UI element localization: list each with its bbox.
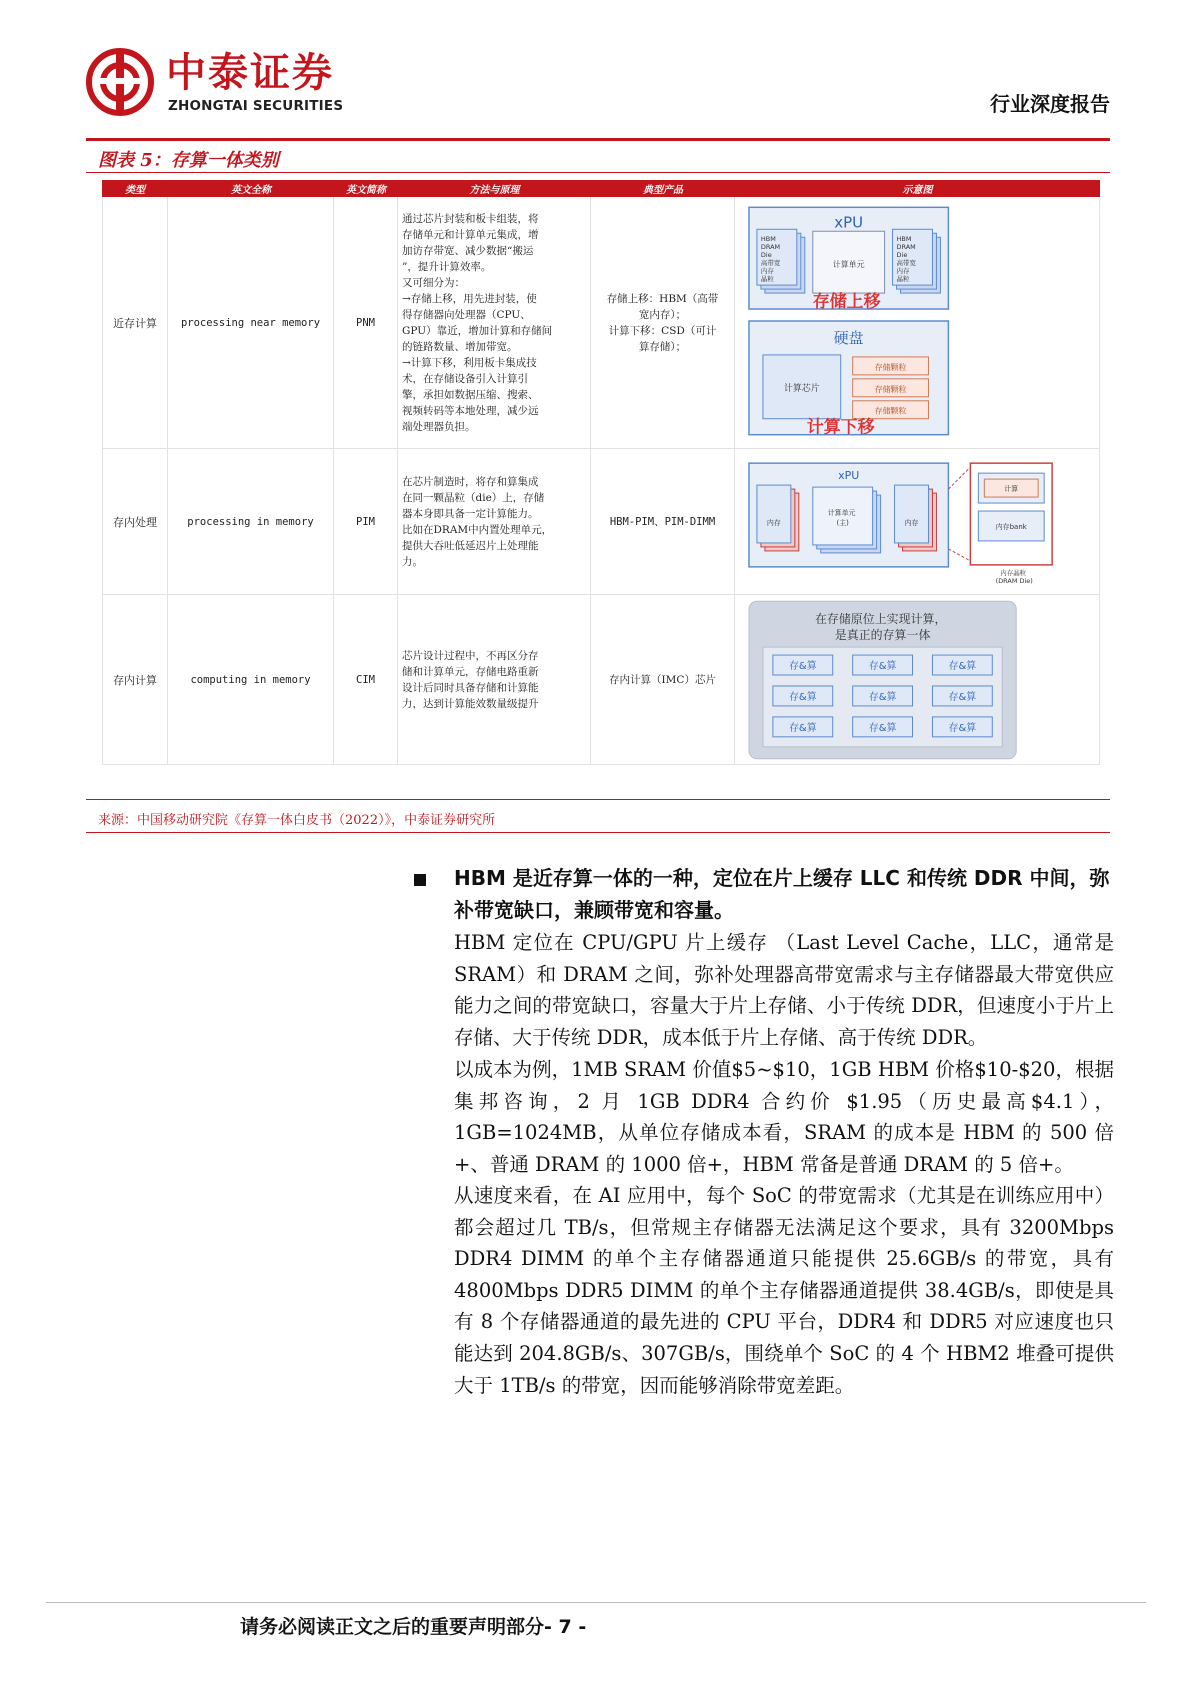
product-line: 存储上移：HBM（高带 [606, 292, 719, 305]
mem-stack-left [757, 485, 791, 543]
row-method [398, 595, 591, 764]
mem-label-left: 内存 [766, 518, 781, 527]
table-row [102, 595, 1100, 765]
storage-up-label: 存储上移 [812, 290, 881, 311]
method-line: 在芯片制造时，将存和算集成 [402, 475, 539, 488]
col-header-diagram: 示意图 [902, 185, 933, 196]
pnm-diagram [735, 197, 1100, 448]
figure-title-divider [86, 172, 1110, 173]
method-line: 力，达到计算能效数量级提升 [402, 697, 539, 710]
mem-label-right: 内存 [904, 518, 919, 527]
row-full-name: processing near memory [168, 197, 334, 448]
method-line: 又可细分为： [402, 276, 465, 289]
zhongtai-logo-icon [86, 48, 154, 116]
row-abbr: PNM [334, 197, 398, 448]
pim-diagram [735, 449, 1100, 594]
storage-grain-label: 存储颗粒 [874, 384, 907, 394]
xpu-label: xPU [838, 468, 860, 482]
cim-diagram [735, 595, 1100, 764]
method-line: 存储单元和计算单元集成，增 [402, 228, 539, 241]
hbm-label-left: HBM DRAM Die 高带宽 内存 晶粒 [760, 234, 781, 283]
brand-name-cn: 中泰证券 [166, 50, 334, 96]
body-paragraph: 以成本为例，1MB SRAM 价值$5~$10，1GB HBM 价格$10-$20，根据集邦咨询，2 月 1GB DDR4 合约价 $1.95（历史最高$4.1），1GB=1024MB，从单位存储成本看，SRAM 的成本是 HBM 的 500 倍+、普通 DRAM 的 1000 倍+，HBM 常备是普通 DRAM 的 5 倍+。 [454, 1058, 1114, 1176]
cim-cell-label: 存&算 [868, 722, 897, 734]
table-row [102, 197, 1100, 449]
method-line: 视频转码等本地处理，减少远 [402, 404, 539, 417]
cim-cell-label: 存&算 [868, 691, 897, 703]
cim-cell-label: 存&算 [948, 722, 977, 734]
footer-divider [46, 1602, 1146, 1603]
row-product [591, 449, 735, 594]
cim-cell-label: 存&算 [948, 691, 977, 703]
product-line: 宽内存）； [638, 308, 687, 321]
compute-chip-label: 计算芯片 [783, 383, 820, 394]
header-divider [86, 138, 1110, 141]
mem-bank-label: 内存bank [995, 522, 1027, 531]
method-line: 设计后同时具备存储和计算能 [402, 681, 539, 694]
cim-cell-label: 存&算 [788, 660, 817, 672]
row-method [398, 449, 591, 594]
row-type: 存内计算 [102, 595, 168, 764]
pnm-diagram-svg [735, 197, 1099, 449]
dram-die-label: 内存晶粒 (DRAM Die) [995, 568, 1033, 585]
figure-source: 来源：中国移动研究院《存算一体白皮书（2022）》，中泰证券研究所 [98, 813, 496, 828]
method-line: 通过芯片封装和板卡组装，将 [402, 212, 539, 225]
bullet-square-icon [414, 874, 426, 886]
method-line: 端处理器负担。 [402, 420, 476, 433]
col-header-abbr: 英文简称 [346, 185, 386, 196]
method-line: 在同一颗晶粒（die）上，存储 [402, 491, 545, 504]
compute-unit-label: 计算单元 (主) [827, 508, 856, 527]
storage-grain-label: 存储颗粒 [874, 406, 907, 416]
product-line: 计算下移：CSD（可计 [608, 324, 717, 337]
cim-cell-grid [773, 655, 992, 737]
col-header-product: 典型产品 [643, 185, 683, 196]
cim-diagram-svg [735, 595, 1099, 765]
row-full-name: computing in memory [168, 595, 334, 764]
method-line: 得存储器向处理器（CPU、 [402, 308, 531, 321]
cim-cell-label: 存&算 [788, 722, 817, 734]
table-row [102, 449, 1100, 595]
method-line: 提供大吞吐低延迟片上处理能 [402, 539, 539, 552]
cim-title: 在存储原位上实现计算， 是真正的存算一体 [814, 611, 947, 642]
method-line: GPU）靠近，增加计算和存储间 [402, 324, 553, 337]
product-line: 算存储）； [638, 340, 687, 353]
row-type: 近存计算 [102, 197, 168, 448]
section-heading: HBM 是近存算一体的一种，定位在片上缓存 LLC 和传统 DDR 中间，弥补带宽缺口，兼顾带宽和容量。 [454, 866, 1110, 922]
row-method [398, 197, 591, 448]
body-paragraph: 从速度来看，在 AI 应用中，每个 SoC 的带宽需求（尤其是在训练应用中）都会超过几 TB/s，但常规主存储器无法满足这个要求，具有 3200Mbps DDR4 DIMM 的单个主存储器通道只能提供 25.6GB/s 的带宽，具有 4800Mbps DDR5 DIMM 的单个主存储器通道提供 38.4GB/s，即使是具有 8 个存储器通道的最先进的 CPU 平台，DDR4 和 DDR5 对应速度也只能达到 204.8GB/s、307GB/s，围绕单个 SoC 的 4 个 HBM2 堆叠可提供大于 1TB/s 的带宽，因而能够消除带宽差距。 [454, 1184, 1114, 1397]
method-line: 储和计算单元，存储电路重新 [402, 665, 539, 678]
method-line: →计算下移，利用板卡集成技 [402, 356, 537, 369]
report-type: 行业深度报告 [990, 92, 1110, 116]
method-line: 器本身即具备一定计算能力。 [402, 507, 539, 520]
source-divider-top [86, 799, 1110, 800]
xpu-label: xPU [834, 212, 864, 231]
row-full-name: processing in memory [168, 449, 334, 594]
method-line: →存储上移，用先进封装，使 [402, 292, 537, 305]
col-header-type: 类型 [125, 185, 145, 196]
cim-cell-label: 存&算 [868, 660, 897, 672]
cim-cell-label: 存&算 [948, 660, 977, 672]
pim-diagram-svg [735, 449, 1099, 595]
brand-name-en: ZHONGTAI SECURITIES [168, 98, 344, 114]
hbm-label-right: HBM DRAM Die 高带宽 内存 晶粒 [896, 234, 916, 283]
table-header [102, 180, 1100, 197]
row-abbr: PIM [334, 449, 398, 594]
method-line: ”，提升计算效率。 [402, 260, 492, 273]
row-abbr: CIM [334, 595, 398, 764]
storage-grain-label: 存储颗粒 [874, 362, 907, 372]
disk-label: 硬盘 [833, 328, 864, 347]
product-line: HBM-PIM、PIM-DIMM [609, 515, 716, 528]
mem-stack-right [895, 485, 929, 543]
calc-label: 计算 [1004, 484, 1019, 493]
method-line: 力。 [402, 555, 423, 568]
page-footer: 请务必阅读正文之后的重要声明部分- 7 - [240, 1616, 587, 1638]
row-product [591, 595, 735, 764]
row-product [591, 197, 735, 448]
source-divider-bottom [86, 832, 1110, 833]
method-line: 擎，承担如数据压缩、搜索、 [402, 388, 539, 401]
method-line: 术，在存储设备引入计算引 [402, 372, 528, 385]
classification-table [102, 180, 1100, 765]
body-paragraph: HBM 定位在 CPU/GPU 片上缓存 （Last Level Cache，LLC，通常是 SRAM）和 DRAM 之间，弥补处理器高带宽需求与主存储器最大带宽供应能力之间的带宽缺口，容量大于片上存储、小于传统 DDR，但速度小于片上存储、大于传统 DDR，成本低于片上存储、高于传统 DDR。 [454, 931, 1114, 1049]
method-line: 加访存带宽、减少数据“搬运 [402, 244, 534, 257]
compute-down-label: 计算下移 [806, 416, 875, 437]
compute-unit-label: 计算单元 [832, 259, 865, 269]
figure-title: 图表 5：存算一体类别 [98, 150, 279, 171]
method-line: 芯片设计过程中，不再区分存 [402, 649, 539, 662]
method-line: 的链路数量、增加带宽。 [402, 340, 518, 353]
cim-cell-label: 存&算 [788, 691, 817, 703]
method-line: 比如在DRAM中内置处理单元， [402, 523, 553, 536]
brand-logo [86, 48, 356, 120]
col-header-full-name: 英文全称 [231, 185, 271, 196]
row-type: 存内处理 [102, 449, 168, 594]
product-line: 存内计算（IMC）芯片 [609, 673, 716, 686]
col-header-method: 方法与原理 [469, 185, 520, 196]
